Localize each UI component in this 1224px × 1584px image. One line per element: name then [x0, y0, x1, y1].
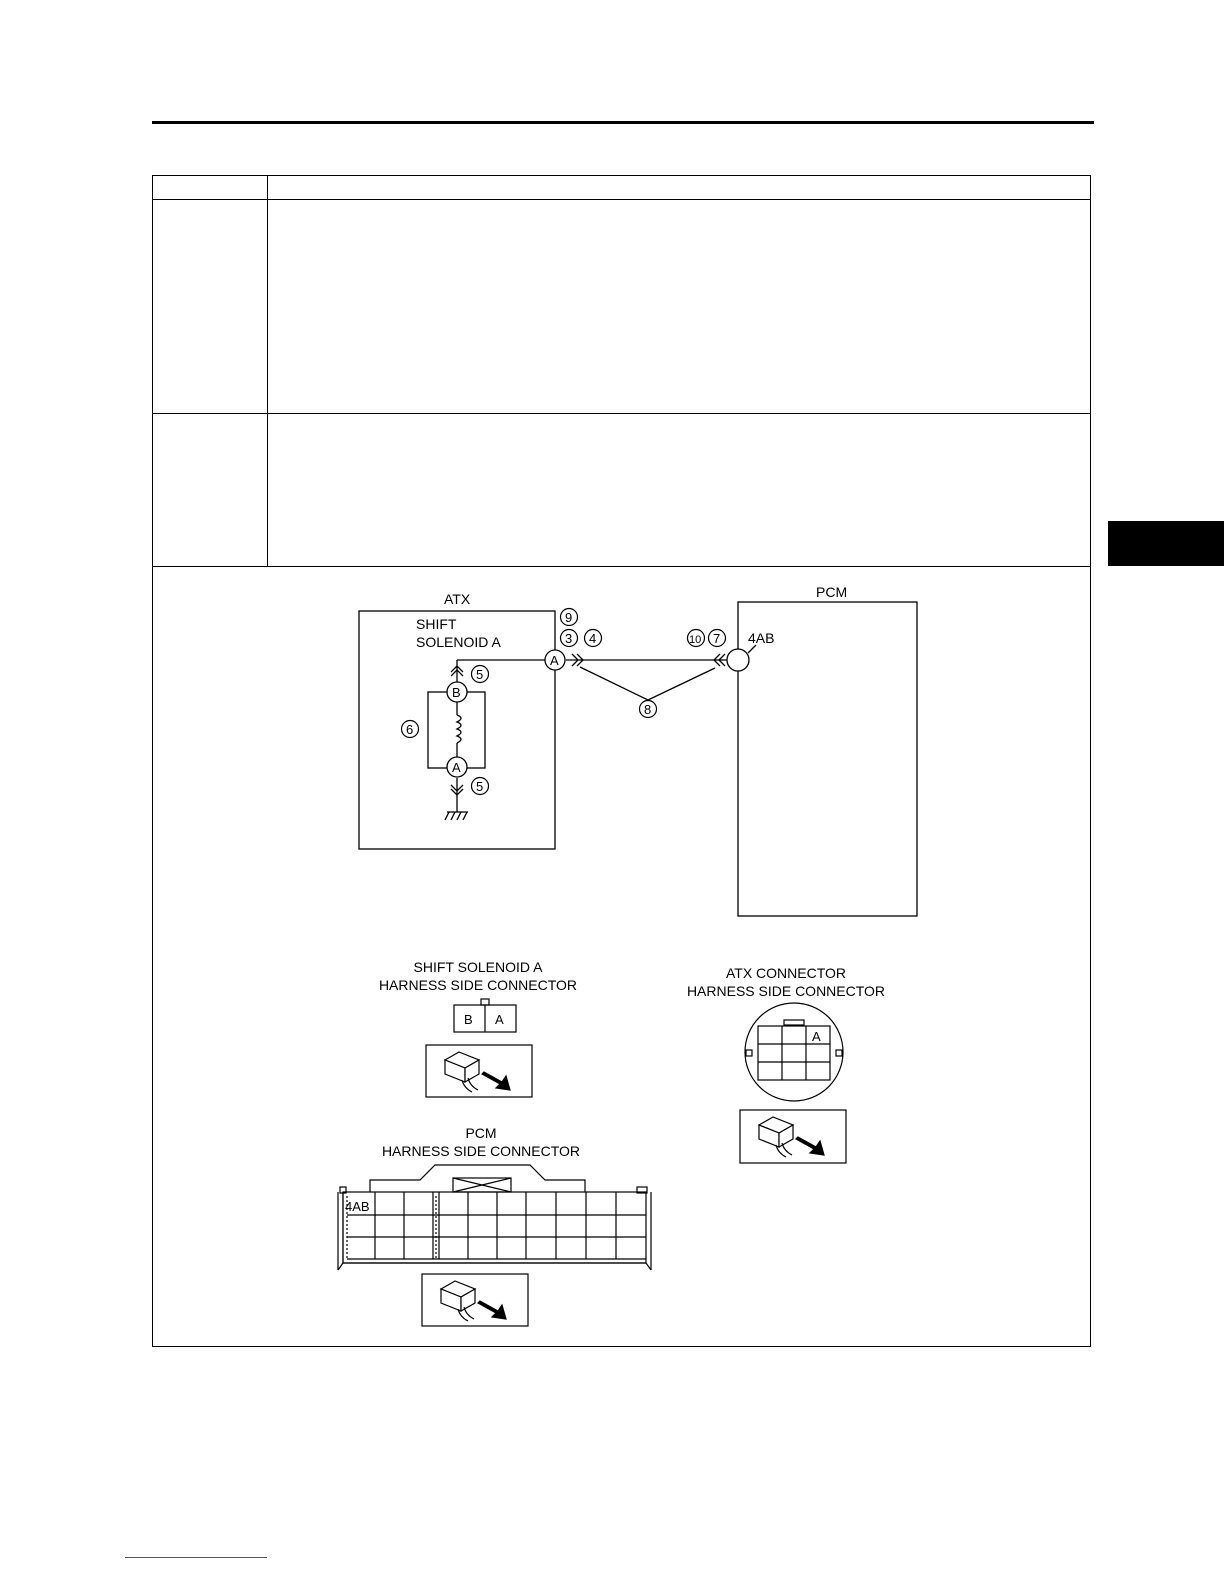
atx-connector-pin-a-label: A — [550, 653, 559, 668]
svg-text:10: 10 — [689, 634, 702, 646]
atx-connector-pin-a: A — [812, 1029, 821, 1044]
pcm-connector-title-line2: HARNESS SIDE CONNECTOR — [381, 1143, 581, 1159]
svg-text:5: 5 — [476, 667, 484, 682]
callout-10 — [688, 630, 705, 647]
svg-text:3: 3 — [565, 631, 573, 646]
solenoid-pin-b-label: B — [452, 685, 461, 700]
svg-text:7: 7 — [713, 631, 721, 646]
pcm-connector-face — [338, 1165, 651, 1270]
harness-wire — [566, 645, 756, 700]
svg-text:8: 8 — [644, 702, 652, 717]
pcm-box — [738, 602, 917, 916]
solenoid-connector-title-line1: SHIFT SOLENOID A — [413, 959, 543, 975]
pcm-terminal-4ab-label: 4AB — [748, 630, 775, 646]
callout-7 — [709, 630, 726, 647]
pcm-connector-title-line1: PCM — [465, 1125, 497, 1141]
pcm-connector-pin-4ab: 4AB — [345, 1199, 370, 1214]
solenoid-pin-a-label: A — [452, 760, 461, 775]
pcm-terminal-marker — [727, 649, 749, 671]
atx-connector-face — [745, 1003, 843, 1101]
callout-5-bottom — [472, 778, 489, 795]
solenoid-connector-title-line2: HARNESS SIDE CONNECTOR — [378, 977, 578, 993]
callout-9 — [561, 609, 578, 626]
solenoid-connector-pin-a: A — [495, 1012, 504, 1027]
svg-text:9: 9 — [565, 610, 573, 625]
callout-6 — [402, 721, 419, 738]
svg-text:5: 5 — [476, 779, 484, 794]
solenoid-connector-pin-b: B — [464, 1012, 473, 1027]
harness-side-icon — [426, 1045, 532, 1097]
pcm-label: PCM — [816, 584, 848, 600]
atx-label: ATX — [444, 591, 471, 607]
callout-4 — [585, 630, 602, 647]
svg-text:4: 4 — [589, 631, 597, 646]
callout-5-top — [472, 666, 489, 683]
harness-side-icon — [422, 1274, 528, 1326]
shift-solenoid-label-line2: SOLENOID A — [416, 634, 501, 650]
callout-3 — [561, 630, 578, 647]
solenoid-circuit — [428, 660, 553, 820]
atx-connector-title-line1: ATX CONNECTOR — [725, 965, 847, 981]
atx-connector-title-line2: HARNESS SIDE CONNECTOR — [686, 983, 886, 999]
harness-side-icon — [740, 1110, 846, 1163]
svg-text:6: 6 — [406, 722, 414, 737]
callout-8 — [640, 701, 657, 718]
shift-solenoid-label-line1: SHIFT — [416, 616, 457, 632]
